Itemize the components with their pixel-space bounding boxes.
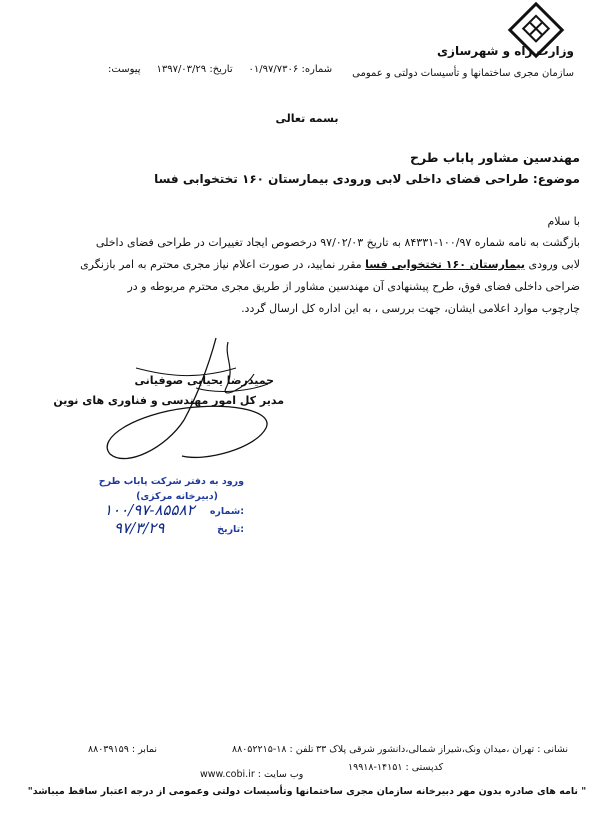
body-line: بازگشت به نامه شماره ۱۰۰/۹۷-۸۴۳۳۱ به تاریخ ۹۷/۰۲/۰۳ درخصوص ایجاد تغییرات در طراحی فضای داخلی [95,236,580,249]
stamp-date-value: ۹۷/۳/۲۹ [114,519,165,537]
body-line: چارچوب موارد اعلامی ایشان، جهت بررسی ، به این اداره کل ارسال گردد. [241,302,580,315]
recipient: مهندسین مشاور پاباب طرح [409,150,580,165]
date-label: تاریخ: [209,64,233,75]
greeting: با سلام [547,215,580,228]
stamp-number-label: شماره: [209,506,244,517]
footer-website[interactable]: وب سایت : www.cobi.ir [200,769,304,780]
number-label: شماره: [301,64,333,75]
ministry-name: وزارت راه و شهرسازی [437,44,574,58]
footer-disclaimer: " نامه های صادره بدون مهر دبیرخانه سازمان مجری ساختمانها وتأسیسات دولتی وعمومی از درجه اعتبار ساقط میباشد" [27,786,587,797]
organization-name: سازمان مجری ساختمانها و تأسیسات دولتی و عمومی [352,68,574,79]
body-line: ضراحی داخلی فضای فوق، طرح پیشنهادی آن مهندسین مشاور از طریق مجری محترم مربوطه و در [127,280,580,293]
stamp-number-value: ۱۰۰/۹۷-۸۵۵۸۲ [104,501,195,519]
hospital-name-highlight: بیمارستان ۱۶۰ تختخوابی فسا [365,258,526,271]
body-line-rest: مقرر نمایید، در صورت اعلام نیاز مجری محترم به امر بازنگری [80,258,362,271]
stamp-date-label: تاریخ: [217,524,244,535]
footer-fax: نمابر : ۸۸۰۳۹۱۵۹ [88,744,157,755]
footer-postal: کدپستی : ۱۴۱۵۱-۱۹۹۱۸ [348,762,444,773]
footer-address: نشانی : تهران ،میدان ونک،شیراز شمالی،دانشور شرقی پلاک ۳۳ [316,744,568,755]
stamp-title: ورود به دفتر شرکت پاباب طرح [98,476,244,487]
letter-meta [108,64,332,75]
signer-name: حمیدرضا یحیایی صوفیانی [134,374,274,387]
logo-grid-icon [522,14,550,42]
footer-phone: تلفن : ۱۸-۸۸۰۵۲۲۱۵ [232,744,314,755]
stamp-subtitle: (دبیرخانه مرکزی) [136,491,218,502]
body-line-prefix: لابی ورودی [528,258,580,271]
letter-body [28,232,580,320]
letter-date: ۱۳۹۷/۰۳/۲۹ [156,64,207,75]
bismillah-heading: بسمه تعالی [275,112,339,125]
subject-line: موضوع: طراحی فضای داخلی لابی ورودی بیمارستان ۱۶۰ تختخوابی فسا [154,172,580,186]
incoming-stamp [96,474,248,542]
body-line [28,254,580,276]
attachment-label: پیوست: [108,64,141,75]
signer-title: مدیر کل امور مهندسی و فناوری های نوین [53,394,284,407]
letter-number: ۰۱/۹۷/۷۳۰۶ [248,64,299,75]
